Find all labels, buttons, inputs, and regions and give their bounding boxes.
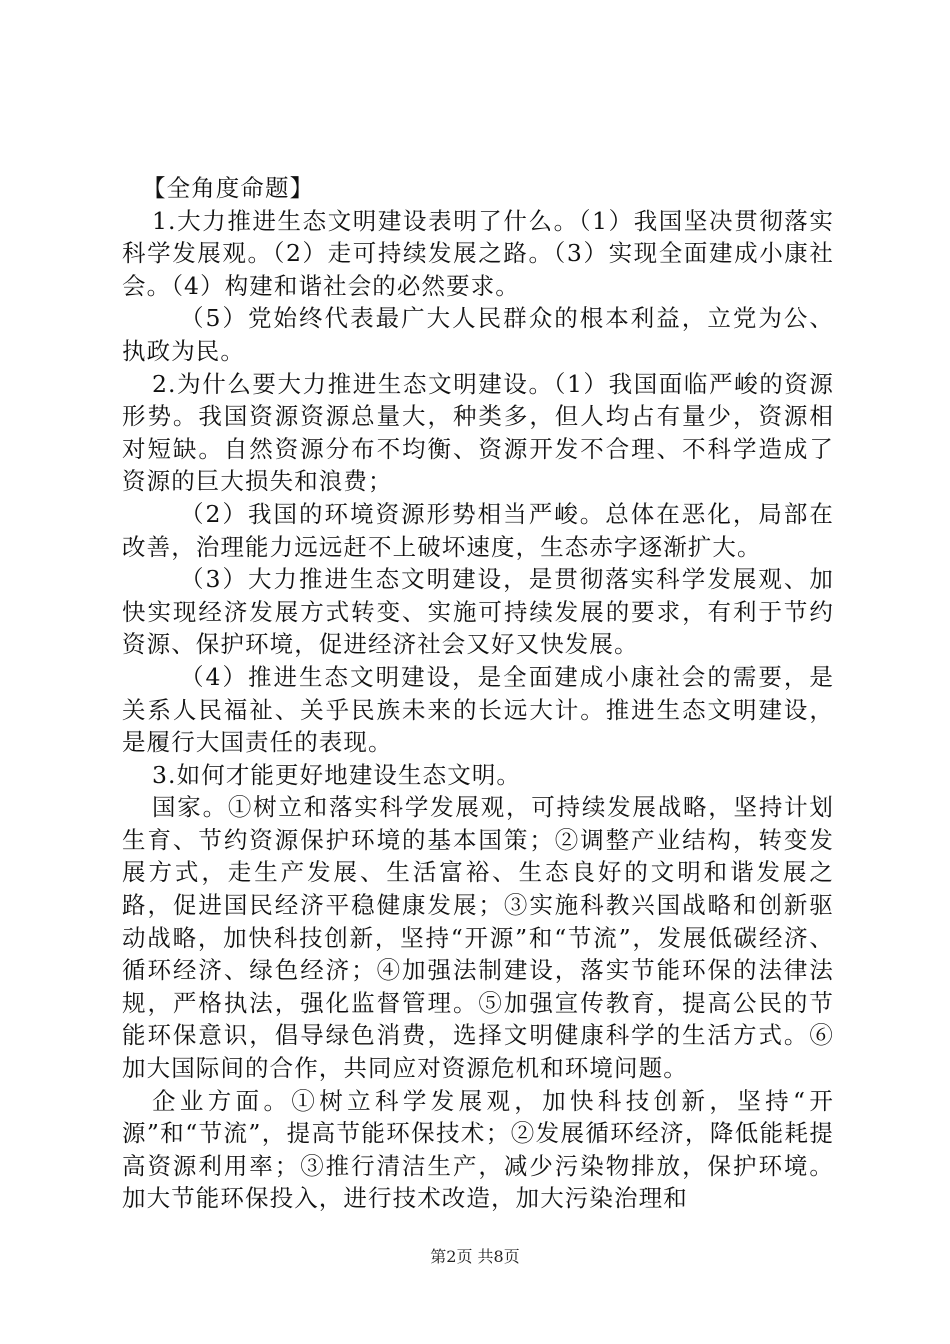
paragraph-8: 国家。①树立和落实科学发展观，可持续发展战略，坚持计划生育、节约资源保护环境的基本国策；②调整产业结构，转变发展方式，走生产发展、生活富裕、生态良好的文明和谐发展之路，促进国民经济平稳健康发展；③实施科教兴国战略和创新驱动战略，加快科技创新，坚持“开源”和“节流”，发展低碳经济、循环经济、绿色经济；④加强法制建设，落实节能环保的法律法规，严格执法，强化监督管理。⑤加强宣传教育，提高公民的节能环保意识，倡导绿色消费，选择文明健康科学的生活方式。⑥加大国际间的合作，共同应对资源危机和环境问题。 xyxy=(122,793,834,1083)
paragraph-1: 1.大力推进生态文明建设表明了什么。（1）我国坚决贯彻落实科学发展观。（2）走可持续发展之路。（3）实现全面建成小康社会。（4）构建和谐社会的必然要求。 xyxy=(122,206,834,300)
document-body xyxy=(122,172,834,1215)
paragraph-6: （4）推进生态文明建设，是全面建成小康社会的需要，是关系人民福祉、关乎民族未来的长远大计。推进生态文明建设，是履行大国责任的表现。 xyxy=(122,662,834,757)
paragraph-5: （3）大力推进生态文明建设，是贯彻落实科学发展观、加快实现经济发展方式转变、实施可持续发展的要求，有利于节约资源、保护环境，促进经济社会又好又快发展。 xyxy=(122,565,834,659)
paragraph-9: 企业方面。①树立科学发展观，加快科技创新，坚持“开源”和“节流”，提高节能环保技术；②发展循环经济，降低能耗提高资源利用率；③推行清洁生产，减少污染物排放，保护环境。加大节能环保投入，进行技术改造，加大污染治理和 xyxy=(122,1086,834,1213)
paragraph-7: 3.如何才能更好地建设生态文明。 xyxy=(152,760,522,789)
page-footer: 第2页 共8页 xyxy=(430,1247,520,1266)
paragraph-2: （5）党始终代表最广大人民群众的根本利益，立党为公、执政为民。 xyxy=(122,304,834,365)
paragraph-4: （2）我国的环境资源形势相当严峻。总体在恶化，局部在改善，治理能力远远赶不上破坏速度，生态赤字逐渐扩大。 xyxy=(122,499,834,561)
section-heading: 【全角度命题】 xyxy=(142,174,315,202)
paragraph-3: 2.为什么要大力推进生态文明建设。（1）我国面临严峻的资源形势。我国资源资源总量大，种类多，但人均占有量少，资源相对短缺。自然资源分布不均衡、资源开发不合理、不科学造成了资源的巨大损失和浪费； xyxy=(122,369,834,496)
